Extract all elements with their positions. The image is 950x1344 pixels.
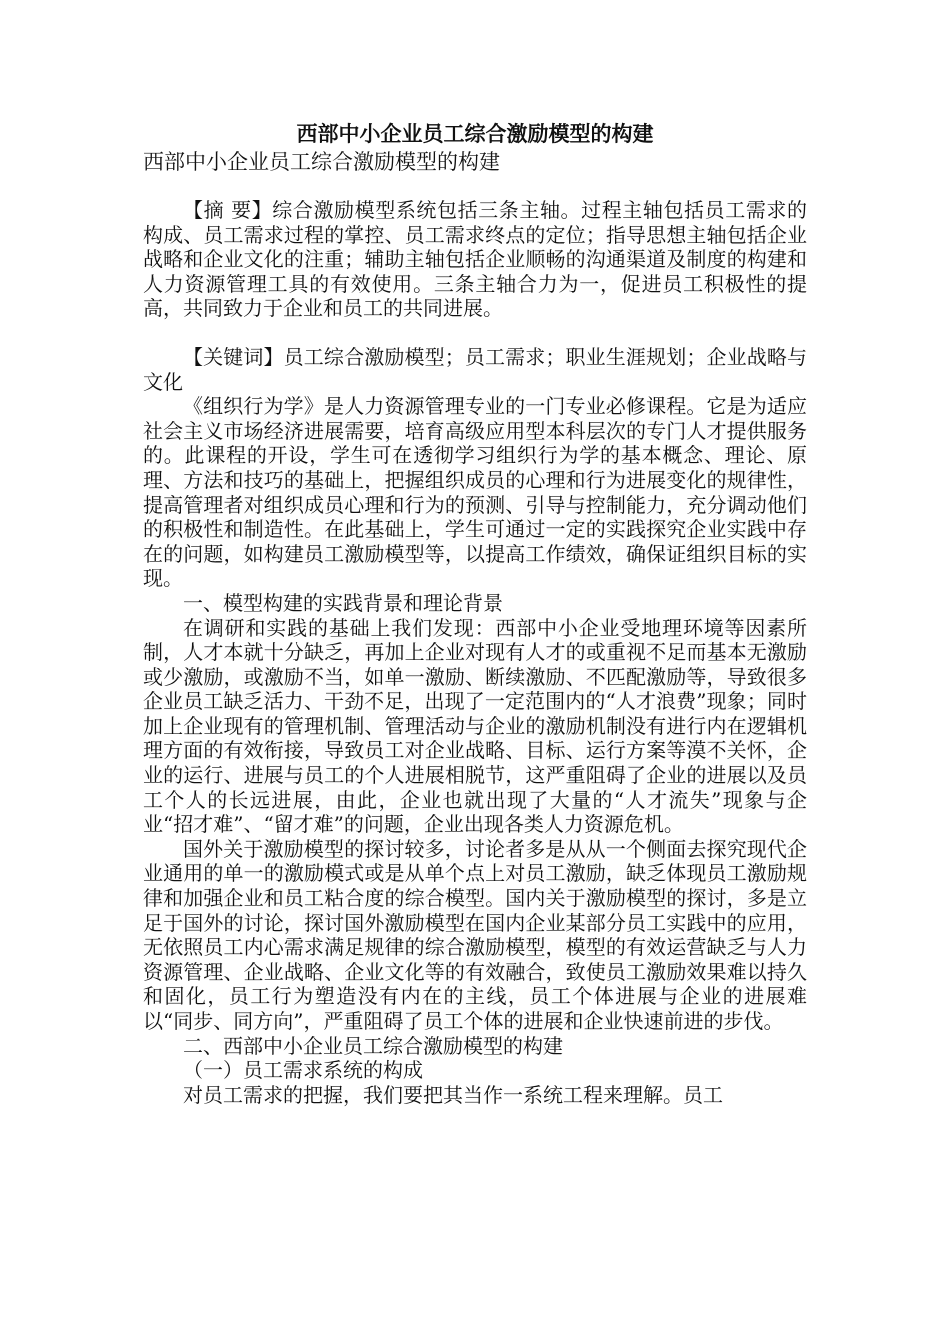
- intro-paragraph: 《组织行为学》是人力资源管理专业的一门专业必修课程。它是为适应社会主义市场经济进展需要，培育高级应用型本科层次的专门人才提供服务的。此课程的开设，学生可在透彻学习组织行为学的基本概念、理论、原理、方法和技巧的基础上，把握组织成员的心理和行为进展变化的规律性，提高管理者对组织成员心理和行为的预测、引导与控制能力，充分调动他们的积极性和制造性。在此基础上，学生可通过一定的实践探究企业实践中存在的问题，如构建员工激励模型等，以提高工作绩效，确保证组织目标的实现。: [143, 394, 807, 591]
- spacer: [143, 321, 807, 345]
- abstract-paragraph: 【摘 要】综合激励模型系统包括三条主轴。过程主轴包括员工需求的构成、员工需求过程的掌控、员工需求终点的定位；指导思想主轴包括企业战略和企业文化的注重；辅助主轴包括企业顺畅的沟通渠道及制度的构建和人力资源管理工具的有效使用。三条主轴合力为一，促进员工积极性的提高，共同致力于企业和员工的共同进展。: [143, 198, 807, 321]
- document-title: 西部中小企业员工综合激励模型的构建: [296, 121, 654, 146]
- body-paragraph: 对员工需求的把握，我们要把其当作一系统工程来理解。员工: [183, 1082, 723, 1107]
- document-page: [143, 120, 807, 1107]
- subsection-heading-1: （一）员工需求系统的构成: [183, 1058, 423, 1083]
- section-heading-2: 二、西部中小企业员工综合激励模型的构建: [183, 1033, 563, 1058]
- keywords-paragraph: 【关键词】员工综合激励模型；员工需求；职业生涯规划；企业战略与文化: [143, 344, 807, 394]
- document-subtitle: 西部中小企业员工综合激励模型的构建: [143, 150, 500, 174]
- section-heading-1: 一、模型构建的实践背景和理论背景: [183, 590, 503, 615]
- body-paragraph: 在调研和实践的基础上我们发现：西部中小企业受地理环境等因素所制，人才本就十分缺乏，再加上企业对现有人才的或重视不足而基本无激励或少激励，或激励不当，如单一激励、断续激励、不匹配激励等，导致很多企业员工缺乏活力、干劲不足，出现了一定范围内的“人才浪费”现象；同时加上企业现有的管理机制、管理活动与企业的激励机制没有进行内在逻辑机理方面的有效衔接，导致员工对企业战略、目标、运行方案等漠不关怀，企业的运行、进展与员工的个人进展相脱节，这严重阻碍了企业的进展以及员工个人的长远进展，由此，企业也就出现了大量的“人才流失”现象与企业“招才难”、“留才难”的问题，企业出现各类人力资源危机。: [143, 615, 807, 837]
- body-paragraph: 国外关于激励模型的探讨较多，讨论者多是从从一个侧面去探究现代企业通用的单一的激励模式或是从单个点上对员工激励，缺乏体现员工激励规律和加强企业和员工粘合度的综合模型。国内关于激励模型的探讨，多是立足于国外的讨论，探讨国外激励模型在国内企业某部分员工实践中的应用，无依照员工内心需求满足规律的综合激励模型，模型的有效运营缺乏与人力资源管理、企业战略、企业文化等的有效融合，致使员工激励效果难以持久和固化，员工行为塑造没有内在的主线，员工个体进展与企业的进展难以“同步、同方向”，严重阻碍了员工个体的进展和企业快速前进的步伐。: [143, 836, 807, 1033]
